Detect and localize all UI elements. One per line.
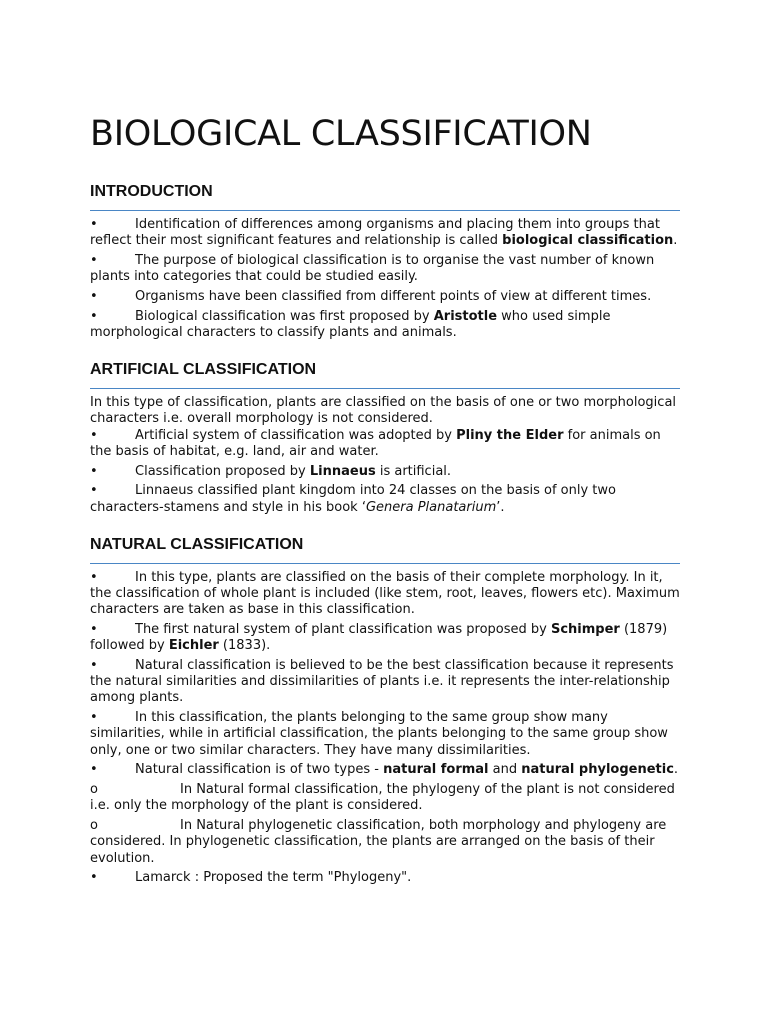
- item-text: Classification proposed by: [135, 463, 310, 479]
- term-biological-classification: biological classification: [502, 233, 674, 249]
- item-text: .: [673, 233, 678, 249]
- item-text: In this classification, the plants belonging to the same group show many similarities, while in artificial classification, the plants belonging to the same group show only, one or two similar characters. They have many dissimilarities.: [90, 710, 668, 758]
- list-item: [90, 289, 680, 305]
- item-text: Biological classification was first proposed by: [135, 308, 434, 324]
- item-text: (1879) followed by: [90, 622, 668, 654]
- item-text: Linnaeus classified plant kingdom into 24 classes on the basis of only two characters-stamens and style in his book ‘: [90, 483, 616, 515]
- list-item: [90, 570, 680, 619]
- item-text: The purpose of biological classification is to organise the vast number of known plants into categories that could be studied easily.: [90, 253, 655, 285]
- term-natural-phylogenetic: natural phylogenetic: [521, 762, 674, 778]
- section-heading-natural: NATURAL CLASSIFICATION: [90, 535, 680, 564]
- page-title: BIOLOGICAL CLASSIFICATION: [90, 114, 592, 154]
- term-natural-formal: natural formal: [383, 762, 489, 778]
- term-pliny-the-elder: Pliny the Elder: [456, 427, 564, 443]
- section-introduction: [90, 182, 680, 341]
- sub-list-item: [90, 782, 680, 814]
- section-heading-artificial: ARTIFICIAL CLASSIFICATION: [90, 360, 680, 389]
- section-paragraph: In this type of classification, plants are classified on the basis of one or two morphological characters i.e. overall morphology is not considered.: [90, 395, 677, 427]
- bullet-marker: •: [90, 427, 98, 443]
- bullet-marker: •: [90, 658, 98, 674]
- bullet-marker: •: [90, 870, 98, 886]
- list-item: [90, 658, 680, 707]
- sub-bullet-marker: o: [90, 818, 98, 834]
- item-text: Identification of differences among organisms and placing them into groups that reflect their most significant features and relationship is called: [90, 217, 660, 249]
- list-item: [90, 217, 680, 249]
- list-item: [90, 428, 680, 460]
- item-text: In Natural phylogenetic classification, both morphology and phylogeny are considered. In phylogenetic classification, the plants are arranged on the basis of their evolution.: [90, 818, 667, 866]
- list-item: [90, 762, 680, 778]
- bullet-marker: •: [90, 217, 98, 232]
- item-text: who used simple morphological characters to classify plants and animals.: [90, 308, 611, 340]
- list-item: [90, 622, 680, 654]
- item-text: (1833).: [218, 638, 271, 654]
- item-text: .: [673, 762, 679, 778]
- bullet-marker: •: [90, 710, 98, 726]
- book-title: Genera Planatarium: [365, 499, 497, 515]
- list-item: [90, 710, 680, 759]
- list-item: [90, 253, 680, 285]
- item-text: In Natural formal classification, the phylogeny of the plant is not considered i.e. only the morphology of the plant is considered.: [90, 782, 675, 814]
- item-text: and: [488, 762, 522, 778]
- section-heading-introduction: INTRODUCTION: [90, 182, 680, 211]
- bullet-marker: •: [90, 463, 98, 479]
- item-text: ’.: [496, 499, 505, 515]
- section-natural-classification: [90, 535, 680, 887]
- bullet-marker: •: [90, 289, 98, 304]
- bullet-marker: •: [90, 253, 98, 268]
- term-aristotle: Aristotle: [433, 308, 498, 324]
- sub-list-item: [90, 818, 680, 867]
- document-content: [90, 112, 680, 890]
- bullet-marker: •: [90, 483, 98, 499]
- bullet-marker: •: [90, 762, 98, 778]
- item-text: Artificial system of classification was adopted by: [135, 427, 457, 443]
- bullet-marker: •: [90, 622, 98, 638]
- bullet-marker: •: [90, 569, 98, 585]
- list-item: [90, 309, 680, 341]
- sub-bullet-marker: o: [90, 782, 98, 798]
- term-linnaeus: Linnaeus: [309, 463, 376, 479]
- term-schimper: Schimper: [550, 622, 620, 638]
- list-item: [90, 483, 680, 515]
- section-artificial-classification: [90, 360, 680, 516]
- item-text: for animals on the basis of habitat, e.g. land, air and water.: [90, 427, 661, 459]
- item-text: Natural classification is of two types -: [135, 762, 384, 778]
- bullet-marker: •: [90, 308, 98, 324]
- list-item: [90, 464, 680, 480]
- item-text: Organisms have been classified from different points of view at different times.: [135, 289, 652, 304]
- item-text: Natural classification is believed to be the best classification because it represents the natural similarities and dissimilarities of plants i.e. it represents the inter-relationship among plants.: [90, 658, 674, 706]
- item-text: is artificial.: [375, 463, 452, 479]
- item-text: The first natural system of plant classification was proposed by: [135, 622, 551, 638]
- item-text: Lamarck : Proposed the term "Phylogeny".: [135, 870, 412, 886]
- item-text: In this type, plants are classified on the basis of their complete morphology. In it, the classification of whole plant is included (like stem, root, leaves, flowers etc). Maximum characters are taken as base in this classification.: [90, 569, 680, 618]
- list-item: [90, 870, 680, 886]
- term-eichler: Eichler: [168, 638, 219, 654]
